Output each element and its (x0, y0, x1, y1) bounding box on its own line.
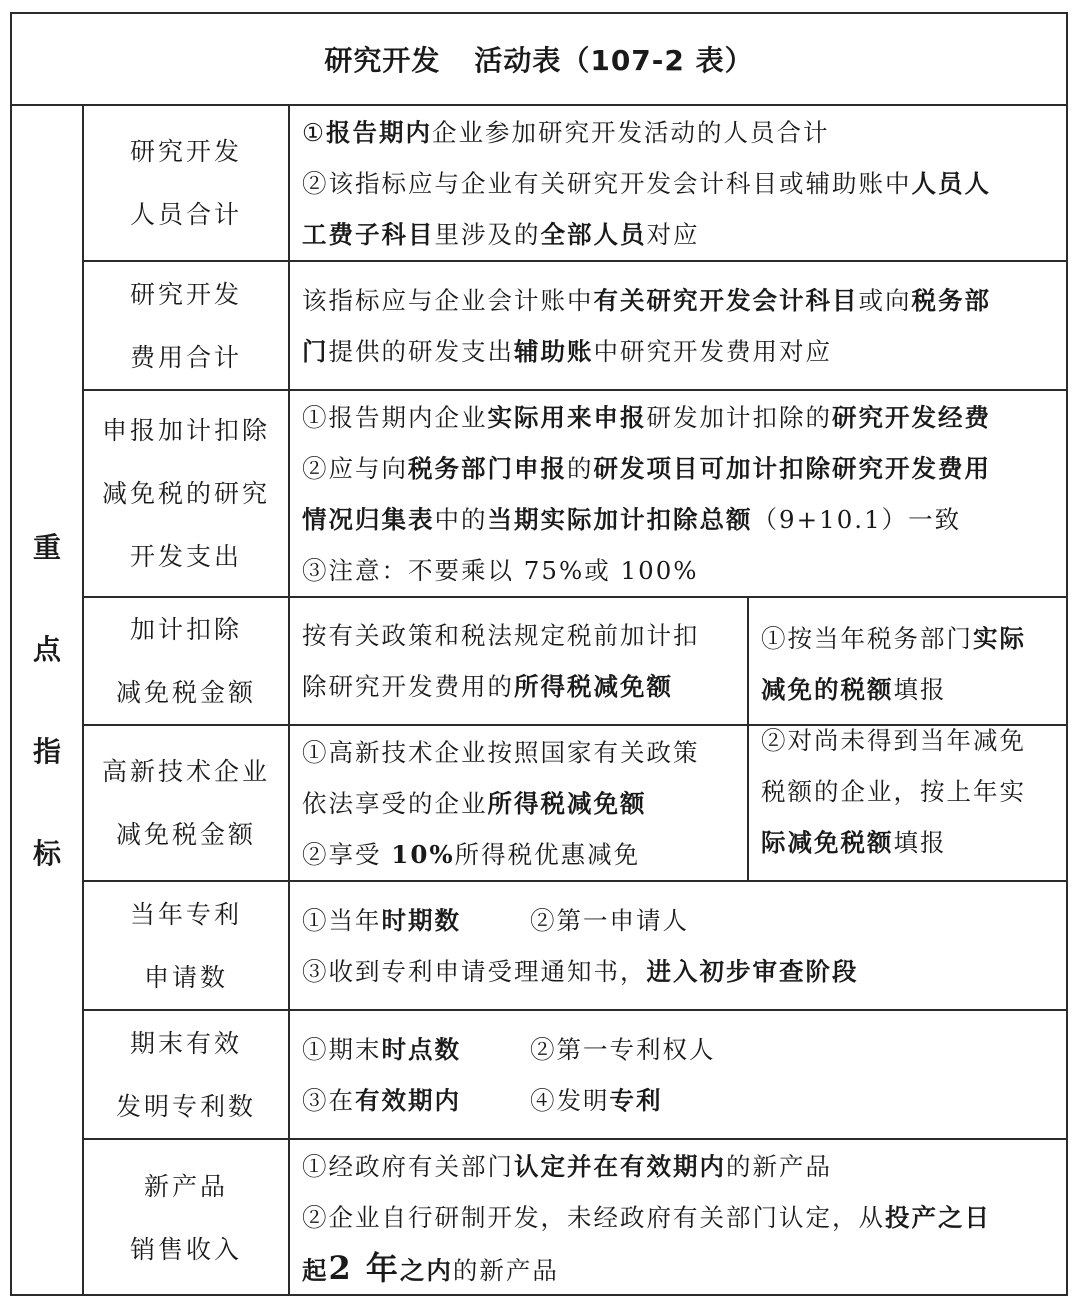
activity-table (10, 12, 1068, 1296)
key-indicators-header (12, 106, 84, 1296)
indicator-name: 新产品 销售收入 (84, 1140, 290, 1296)
indicator-description: 该指标应与企业会计账中有关研究开发会计科目或向税务部 门提供的研发支出辅助账中研究开发费用对应 (302, 285, 991, 366)
indicator-name: 高新技术企业 减免税金额 (84, 726, 290, 880)
table-row-patent-applications (84, 882, 1066, 1011)
indicator-description: ①经政府有关部门认定并在有效期内的新产品 ②企业自行研制开发，未经政府有关部门认定，从投产之日 起2 年之内的新产品 (302, 1151, 991, 1287)
table-row-valid-invention-patents (84, 1011, 1066, 1140)
table-row-new-product-revenue (84, 1140, 1066, 1296)
indicator-name: 当年专利 申请数 (84, 882, 290, 1009)
shared-fill-note: ①按当年税务部门实际 减免的税额填报 ②对尚未得到当年减免 税额的企业，按上年实 际减免税额填报 (747, 598, 1068, 882)
side-header-char: 重 (32, 531, 61, 564)
indicator-description: ①高新技术企业按照国家有关政策 依法享受的企业所得税减免额 ②享受 10%所得税优惠减免 (302, 737, 700, 869)
indicator-description: 按有关政策和税法规定税前加计扣 除研究开发费用的所得税减免额 (302, 621, 700, 701)
indicator-description: ①报告期内企业实际用来申报研发加计扣除的研究开发经费 ②应与向税务部门申报的研发项目可加计扣除研究开发费用 情况归集表中的当期实际加计扣除总额（9+10.1）一致 ③注意：不要乘以 75%或 100% (302, 402, 991, 585)
indicator-name: 期末有效 发明专利数 (84, 1011, 290, 1138)
table-row-rd-personnel (84, 106, 1066, 262)
indicator-description: ①当年时期数 ②第一申请人 ③收到专利申请受理通知书，进入初步审查阶段 (302, 905, 859, 986)
indicator-name: 研究开发 费用合计 (84, 262, 290, 389)
side-header-char: 点 (32, 633, 61, 666)
indicator-description: ①期末时点数 ②第一专利权人 ③在有效期内 ④发明专利 (302, 1034, 716, 1115)
title-part1: 研究开发 (324, 44, 441, 77)
indicator-name: 研究开发 人员合计 (84, 106, 290, 260)
indicator-description: ①报告期内企业参加研究开发活动的人员合计 ②该指标应与企业有关研究开发会计科目或辅助账中人员人 工费子科目里涉及的全部人员对应 (302, 117, 991, 249)
table-title (12, 14, 1066, 106)
side-header-char: 指 (32, 735, 61, 768)
indicator-name: 加计扣除 减免税金额 (84, 598, 290, 724)
table-row-rd-expense (84, 262, 1066, 391)
title-part2: 活动表（107-2 表） (474, 44, 754, 77)
indicator-name: 申报加计扣除 减免税的研究 开发支出 (84, 391, 290, 596)
side-header-char: 标 (32, 837, 61, 870)
table-row-super-deduction-expense (84, 391, 1066, 598)
